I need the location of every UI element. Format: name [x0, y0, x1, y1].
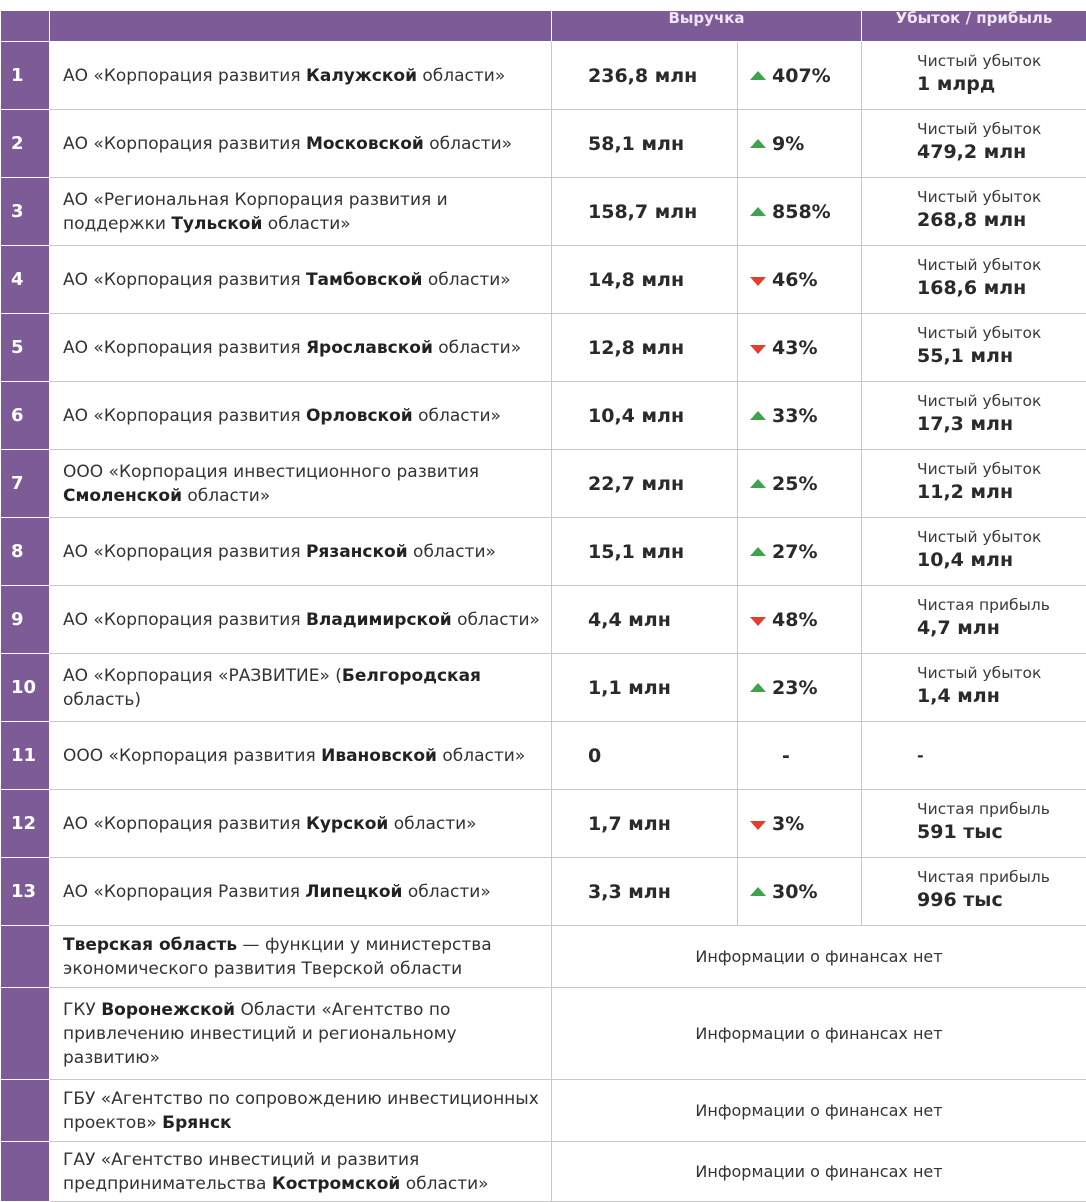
no-finance-info: Информации о финансах нет: [552, 926, 1086, 988]
revenue-change: -: [782, 745, 790, 767]
profit-loss-type: Чистая прибыль: [917, 594, 1086, 616]
organization-name-suffix: области»: [262, 214, 350, 234]
rank-number: 1: [1, 42, 50, 110]
organization-region: Ярославской: [306, 338, 433, 358]
revenue-change-cell: [738, 246, 862, 314]
organization-name-suffix: области»: [422, 270, 510, 290]
organization-name-suffix: области»: [417, 66, 505, 86]
profit-loss-cell: [862, 790, 1086, 858]
table-row: [1, 314, 1086, 382]
profit-loss-value: 268,8 млн: [917, 208, 1086, 232]
organization-region: Смоленской: [63, 486, 182, 506]
revenue-value: 14,8 млн: [552, 246, 738, 314]
revenue-value: 236,8 млн: [552, 42, 738, 110]
organization-region: Владимирской: [306, 610, 452, 630]
organization-name-suffix: области»: [388, 814, 476, 834]
organization-region: Калужской: [306, 66, 417, 86]
header-profit-loss: [862, 11, 1086, 42]
revenue-change-cell: [738, 110, 862, 178]
organization-name-prefix: АО «Корпорация развития: [63, 406, 306, 426]
table-row-no-data: [1, 926, 1086, 988]
no-finance-info: Информации о финансах нет: [552, 1142, 1086, 1202]
organization-name: [50, 654, 552, 722]
triangle-down-icon: [750, 277, 766, 286]
triangle-up-icon: [750, 683, 766, 692]
revenue-change: 858%: [772, 201, 831, 223]
organization-name: [50, 246, 552, 314]
organization-name-prefix: АО «Корпорация развития: [63, 814, 306, 834]
rank-number: 13: [1, 858, 50, 926]
triangle-up-icon: [750, 207, 766, 216]
organization-region: Тамбовской: [306, 270, 422, 290]
organization-region: Костромской: [272, 1174, 400, 1194]
profit-loss-type: Чистый убыток: [917, 526, 1086, 548]
rank-number: 8: [1, 518, 50, 586]
organization-name-suffix: области»: [182, 486, 270, 506]
profit-loss-value: 1,4 млн: [917, 684, 1086, 708]
organization-name: [50, 450, 552, 518]
organization-name-suffix: области»: [402, 882, 490, 902]
organization-name-suffix: область): [63, 690, 141, 710]
revenue-value: 22,7 млн: [552, 450, 738, 518]
organization-name: [50, 110, 552, 178]
profit-loss-cell: [862, 654, 1086, 722]
organization-name-prefix: ГАУ «Агентство инвестиций и развития предпринимательства: [63, 1150, 419, 1194]
organization-region: Липецкой: [305, 882, 402, 902]
revenue-value: 10,4 млн: [552, 382, 738, 450]
profit-loss-type: Чистая прибыль: [917, 866, 1086, 888]
organization-name: [50, 1142, 552, 1202]
organization-name: [50, 790, 552, 858]
revenue-value: 158,7 млн: [552, 178, 738, 246]
organization-name-suffix: области»: [400, 1174, 488, 1194]
rank-number: 11: [1, 722, 50, 790]
organization-name-suffix: области»: [452, 610, 540, 630]
revenue-value: 0: [552, 722, 738, 790]
triangle-down-icon: [750, 821, 766, 830]
rank-number: 6: [1, 382, 50, 450]
table-row-no-data: [1, 1080, 1086, 1142]
rank-number: 9: [1, 586, 50, 654]
table-row-no-data: [1, 1142, 1086, 1202]
triangle-up-icon: [750, 887, 766, 896]
profit-loss-cell: [862, 586, 1086, 654]
header-num-cell: [1, 11, 50, 42]
organization-name: [50, 42, 552, 110]
profit-loss-value: 11,2 млн: [917, 480, 1086, 504]
revenue-change: 46%: [772, 269, 817, 291]
triangle-up-icon: [750, 479, 766, 488]
organization-name: [50, 988, 552, 1080]
organization-name-prefix: АО «Корпорация развития: [63, 134, 306, 154]
organization-name-prefix: АО «Корпорация развития: [63, 542, 306, 562]
no-finance-info: Информации о финансах нет: [552, 1080, 1086, 1142]
organization-name: [50, 382, 552, 450]
profit-loss-value: 10,4 млн: [917, 548, 1086, 572]
organization-name: [50, 178, 552, 246]
profit-loss-value: -: [917, 746, 924, 765]
revenue-change-cell: [738, 450, 862, 518]
organization-region: Рязанской: [306, 542, 408, 562]
profit-loss-cell: [862, 858, 1086, 926]
revenue-change: 3%: [772, 813, 804, 835]
revenue-change: 407%: [772, 65, 831, 87]
triangle-down-icon: [750, 345, 766, 354]
revenue-change-cell: [738, 42, 862, 110]
rank-number: 12: [1, 790, 50, 858]
table-row: [1, 722, 1086, 790]
revenue-change-cell: [738, 722, 862, 790]
profit-loss-type: Чистая прибыль: [917, 798, 1086, 820]
organization-name: [50, 586, 552, 654]
organization-name-prefix: ГКУ: [63, 1000, 101, 1020]
profit-loss-type: Чистый убыток: [917, 390, 1086, 412]
profit-loss-value: 55,1 млн: [917, 344, 1086, 368]
organization-name-suffix: области»: [424, 134, 512, 154]
profit-loss-type: Чистый убыток: [917, 322, 1086, 344]
no-finance-info: Информации о финансах нет: [552, 988, 1086, 1080]
organization-region: Курской: [306, 814, 388, 834]
regional-corporations-table: [0, 10, 1086, 1202]
header-revenue-label: Выручка: [668, 9, 744, 27]
profit-loss-value: 4,7 млн: [917, 616, 1086, 640]
profit-loss-cell: [862, 246, 1086, 314]
table-row: [1, 110, 1086, 178]
organization-name-prefix: АО «Корпорация Развития: [63, 882, 305, 902]
table-row: [1, 42, 1086, 110]
organization-name: [50, 314, 552, 382]
revenue-change: 23%: [772, 677, 817, 699]
rank-number: 10: [1, 654, 50, 722]
header-profit-loss-label: Убыток / прибыль: [896, 9, 1053, 27]
triangle-up-icon: [750, 71, 766, 80]
rank-number: 5: [1, 314, 50, 382]
header-name-cell: [50, 11, 552, 42]
organization-name-prefix: ГБУ «Агентство по сопровождению инвестиционных проектов»: [63, 1089, 539, 1133]
profit-loss-cell: [862, 382, 1086, 450]
profit-loss-cell: [862, 722, 1086, 790]
organization-name-suffix: Области «Агентство по привлечению инвестиций и региональному развитию»: [63, 1000, 457, 1068]
revenue-value: 1,7 млн: [552, 790, 738, 858]
profit-loss-type: Чистый убыток: [917, 186, 1086, 208]
profit-loss-type: Чистый убыток: [917, 50, 1086, 72]
revenue-change-cell: [738, 382, 862, 450]
triangle-up-icon: [750, 411, 766, 420]
rank-number-empty: [1, 988, 50, 1080]
organization-name: [50, 722, 552, 790]
organization-name-suffix: области»: [437, 746, 525, 766]
profit-loss-value: 996 тыс: [917, 888, 1086, 912]
organization-name-suffix: области»: [433, 338, 521, 358]
revenue-value: 1,1 млн: [552, 654, 738, 722]
revenue-change: 25%: [772, 473, 817, 495]
organization-name: [50, 858, 552, 926]
revenue-change-cell: [738, 654, 862, 722]
revenue-change-cell: [738, 790, 862, 858]
header-revenue: [552, 11, 862, 42]
revenue-change: 30%: [772, 881, 817, 903]
rank-number-empty: [1, 926, 50, 988]
table-row: [1, 654, 1086, 722]
organization-name-prefix: АО «Региональная Корпорация развития и поддержки: [63, 190, 448, 234]
rank-number-empty: [1, 1080, 50, 1142]
organization-name-prefix: АО «Корпорация развития: [63, 610, 306, 630]
organization-region: Тверская область: [63, 935, 237, 955]
revenue-value: 3,3 млн: [552, 858, 738, 926]
revenue-value: 58,1 млн: [552, 110, 738, 178]
profit-loss-value: 1 млрд: [917, 72, 1086, 96]
profit-loss-type: Чистый убыток: [917, 662, 1086, 684]
triangle-up-icon: [750, 547, 766, 556]
rank-number: 7: [1, 450, 50, 518]
triangle-up-icon: [750, 139, 766, 148]
table-header-row: [1, 11, 1086, 42]
rank-number: 3: [1, 178, 50, 246]
revenue-change-cell: [738, 858, 862, 926]
table-row: [1, 518, 1086, 586]
revenue-change: 33%: [772, 405, 817, 427]
profit-loss-cell: [862, 178, 1086, 246]
rank-number-empty: [1, 1142, 50, 1202]
revenue-change: 9%: [772, 133, 804, 155]
revenue-change-cell: [738, 314, 862, 382]
profit-loss-value: 168,6 млн: [917, 276, 1086, 300]
profit-loss-cell: [862, 518, 1086, 586]
profit-loss-value: 17,3 млн: [917, 412, 1086, 436]
organization-region: Брянск: [162, 1113, 231, 1133]
organization-name-prefix: АО «Корпорация развития: [63, 66, 306, 86]
organization-region: Воронежской: [101, 1000, 235, 1020]
organization-region: Орловской: [306, 406, 413, 426]
revenue-change-cell: [738, 178, 862, 246]
revenue-change: 27%: [772, 541, 817, 563]
table-row: [1, 790, 1086, 858]
profit-loss-type: Чистый убыток: [917, 118, 1086, 140]
organization-name-suffix: — функции у министерства экономического развития Тверской области: [63, 935, 492, 979]
rank-number: 2: [1, 110, 50, 178]
profit-loss-type: Чистый убыток: [917, 458, 1086, 480]
revenue-change: 43%: [772, 337, 817, 359]
table-row: [1, 450, 1086, 518]
table-row: [1, 246, 1086, 314]
table-row-no-data: [1, 988, 1086, 1080]
rank-number: 4: [1, 246, 50, 314]
organization-name-suffix: области»: [413, 406, 501, 426]
organization-region: Московской: [306, 134, 424, 154]
organization-region: Тульской: [171, 214, 262, 234]
organization-name-prefix: АО «Корпорация развития: [63, 270, 306, 290]
revenue-value: 15,1 млн: [552, 518, 738, 586]
profit-loss-cell: [862, 314, 1086, 382]
table-row: [1, 858, 1086, 926]
organization-name-prefix: ООО «Корпорация развития: [63, 746, 321, 766]
table-row: [1, 382, 1086, 450]
profit-loss-type: Чистый убыток: [917, 254, 1086, 276]
revenue-change-cell: [738, 586, 862, 654]
organization-region: Ивановской: [321, 746, 437, 766]
revenue-change-cell: [738, 518, 862, 586]
triangle-down-icon: [750, 617, 766, 626]
revenue-value: 4,4 млн: [552, 586, 738, 654]
organization-name: [50, 926, 552, 988]
organization-name-prefix: АО «Корпорация «РАЗВИТИЕ» (: [63, 666, 342, 686]
revenue-change: 48%: [772, 609, 817, 631]
profit-loss-cell: [862, 450, 1086, 518]
profit-loss-cell: [862, 42, 1086, 110]
organization-name: [50, 1080, 552, 1142]
profit-loss-value: 591 тыс: [917, 820, 1086, 844]
table-row: [1, 178, 1086, 246]
profit-loss-cell: [862, 110, 1086, 178]
revenue-value: 12,8 млн: [552, 314, 738, 382]
table-row: [1, 586, 1086, 654]
organization-name-suffix: области»: [408, 542, 496, 562]
profit-loss-value: 479,2 млн: [917, 140, 1086, 164]
organization-name-prefix: ООО «Корпорация инвестиционного развития: [63, 462, 479, 482]
organization-region: Белгородская: [342, 666, 481, 686]
organization-name: [50, 518, 552, 586]
organization-name-prefix: АО «Корпорация развития: [63, 338, 306, 358]
